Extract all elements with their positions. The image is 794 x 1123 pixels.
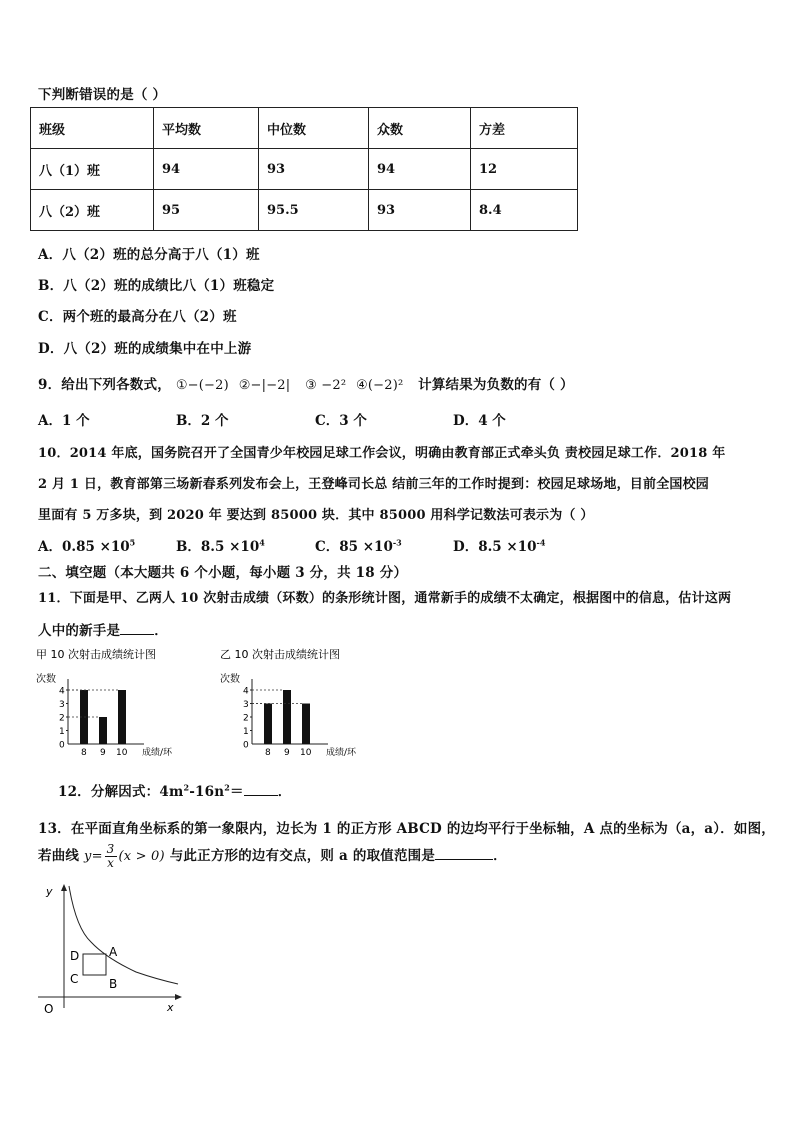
q13-line-2 <box>38 843 507 870</box>
q13-figure <box>36 880 186 1018</box>
power-base: 10 <box>110 539 130 555</box>
q10-line-2: 2 月 1 日，教育部第三场新春系列发布会上，王登峰司长总 结前三年的工作时提到：校园足球场地，目前全国校园 <box>38 477 709 492</box>
table-row <box>31 190 578 231</box>
point-d-label: D <box>70 949 80 963</box>
table-header-row <box>31 108 578 149</box>
q10-option-b-label: B．8.5 <box>176 539 225 555</box>
q10-line-3: 里面有 5 万多块，到 2020 年 要达到 85000 块．其中 85000 用科学记数法可表示为（ ） <box>38 508 594 523</box>
q11-line-1: 11．下面是甲、乙两人 10 次射击成绩（环数）的条形统计图，通常新手的成绩不太确定，根据图中的信息，估计这两 <box>38 591 732 606</box>
q8-option-c: C．两个班的最高分在八（2）班 <box>38 309 237 325</box>
q9-expr-2: ②−|−2| <box>238 378 291 393</box>
q11-line-2-end: ． <box>154 623 168 639</box>
power-exponent: -3 <box>392 537 402 548</box>
chart-category-label: 9 <box>100 748 106 758</box>
table-cell: 八（2）班 <box>31 190 154 231</box>
q12-eq: ＝ <box>230 784 244 800</box>
q13-line-2-post: 与此正方形的边有交点，则 a 的取值范围是 <box>169 848 436 864</box>
q13-frac-num: 3 <box>106 842 115 856</box>
table-cell: 93 <box>259 149 369 190</box>
q13-fraction <box>105 843 117 870</box>
power-base: 10 <box>374 539 393 555</box>
q12-pre: 12．分解因式：4m <box>58 784 184 800</box>
times-sign: × <box>229 539 241 555</box>
table-cell: 94 <box>369 149 471 190</box>
table-cell: 93 <box>369 190 471 231</box>
x-axis-arrow <box>175 994 182 1000</box>
q9-tail: 计算结果为负数的有（ ） <box>418 377 574 393</box>
chart-yi <box>220 647 385 762</box>
chart-tick-label: 0 <box>243 740 249 751</box>
q9-expr-3: ③ −2² <box>305 378 347 393</box>
q10-option-d-label: D．8.5 <box>453 539 502 555</box>
q12-sup-2: 2 <box>224 782 231 793</box>
answer-blank <box>435 847 493 860</box>
table-header-cell: 方差 <box>471 108 578 149</box>
chart-ylabel: 次数 <box>36 674 56 685</box>
q10-option-d <box>453 535 545 555</box>
q13-end: ． <box>493 848 507 864</box>
chart-tick-label: 1 <box>59 727 65 737</box>
table-row <box>31 149 578 190</box>
chart-title: 甲 10 次射击成绩统计图 <box>36 648 156 661</box>
q13-eq: = <box>91 849 103 864</box>
q8-option-d: D．八（2）班的成绩集中在中上游 <box>38 341 252 357</box>
q10-option-a-label: A．0.85 <box>38 539 95 555</box>
chart-bar <box>283 690 291 744</box>
q9-option-b: B．2 个 <box>176 413 229 429</box>
chart-category-label: 10 <box>116 748 128 758</box>
answer-blank <box>120 622 154 635</box>
times-sign: × <box>362 539 375 555</box>
y-axis-label: y <box>46 885 53 898</box>
point-c-label: C <box>70 972 79 986</box>
chart-category-label: 10 <box>300 748 312 758</box>
q8-prompt: 下判断错误的是（ ） <box>38 87 167 103</box>
q13-condition: (x > 0) <box>118 849 165 864</box>
point-a-label: A <box>109 945 118 959</box>
chart-tick-label: 0 <box>59 740 65 751</box>
q10-line-1: 10．2014 年底，国务院召开了全国青少年校园足球工作会议，明确由教育部正式牵头负 责校园足球工作．2018 年 <box>38 446 726 461</box>
q10-option-c-label: C．85 <box>315 539 359 555</box>
chart-category-label: 8 <box>81 748 87 758</box>
power-exponent: 5 <box>129 537 136 548</box>
chart-tick-label: 4 <box>243 686 249 697</box>
q11-line-2 <box>38 619 168 639</box>
q9-expr-4: ④(−2)² <box>356 378 404 393</box>
q9-stem <box>38 373 574 393</box>
chart-category-label: 9 <box>284 748 290 758</box>
chart-tick-label: 2 <box>59 713 65 724</box>
q12-mid: -16n <box>189 784 225 800</box>
chart-title: 乙 10 次射击成绩统计图 <box>220 648 340 661</box>
power-exponent: 4 <box>259 537 265 548</box>
q12-end: ． <box>277 784 292 800</box>
chart-xlabel: 成绩/环 <box>142 748 173 758</box>
x-axis-label: x <box>167 1001 174 1014</box>
times-sign: × <box>99 539 111 555</box>
origin-label: O <box>44 1002 54 1016</box>
chart-tick-label: 4 <box>59 686 65 697</box>
chart-category-label: 8 <box>265 748 271 758</box>
chart-tick-label: 3 <box>243 700 249 710</box>
chart-bar <box>99 717 107 744</box>
q10-option-b <box>176 535 265 555</box>
q13-line-2-pre: 若曲线 <box>38 848 80 864</box>
table-cell: 8.4 <box>471 190 578 231</box>
y-axis-arrow <box>61 884 67 891</box>
square-abcd <box>83 954 106 975</box>
table-cell: 95.5 <box>259 190 369 231</box>
chart-xlabel: 成绩/环 <box>326 748 357 758</box>
chart-tick-label: 1 <box>243 727 249 737</box>
table-header-cell: 班级 <box>31 108 154 149</box>
point-b-label: B <box>109 977 118 991</box>
q9-expr-1: ①−(−2) <box>175 378 229 393</box>
q8-option-b: B．八（2）班的成绩比八（1）班稳定 <box>38 278 275 294</box>
chart-ylabel: 次数 <box>220 674 240 685</box>
q13-line-1: 13．在平面直角坐标系的第一象限内，边长为 1 的正方形 ABCD 的边均平行于坐标轴，A 点的坐标为（a，a）．如图， <box>38 821 775 837</box>
q9-option-d: D．4 个 <box>453 413 506 429</box>
table-header-cell: 众数 <box>369 108 471 149</box>
section-title: 二、填空题（本大题共 6 个小题，每小题 3 分，共 18 分） <box>38 565 408 581</box>
table-cell: 12 <box>471 149 578 190</box>
power-base: 10 <box>517 539 537 555</box>
q11-line-2-text: 人中的新手是 <box>38 623 121 639</box>
chart-tick-label: 3 <box>59 700 65 710</box>
table-cell: 95 <box>154 190 259 231</box>
table-header-cell: 中位数 <box>259 108 369 149</box>
q9-lead: 9．给出下列各数式， <box>38 377 171 393</box>
q13-y-var: y <box>84 849 92 864</box>
chart-bar <box>302 704 310 745</box>
chart-jia <box>36 647 201 762</box>
q9-option-c: C．3 个 <box>315 413 367 429</box>
hyperbola-curve <box>69 886 178 984</box>
q8-option-a: A．八（2）班的总分高于八（1）班 <box>38 247 260 263</box>
table-cell: 八（1）班 <box>31 149 154 190</box>
q12 <box>58 780 291 800</box>
chart-tick-label: 2 <box>243 713 249 724</box>
table-cell: 94 <box>154 149 259 190</box>
power-exponent: -4 <box>536 537 546 548</box>
chart-bar <box>118 690 126 744</box>
q10-option-a <box>38 535 135 555</box>
q10-option-c <box>315 535 402 555</box>
power-base: 10 <box>240 539 260 555</box>
q13-frac-den: x <box>107 856 115 870</box>
answer-blank <box>244 783 278 796</box>
times-sign: × <box>506 539 518 555</box>
q9-option-a: A．1 个 <box>38 413 90 429</box>
chart-bar <box>264 704 272 745</box>
table-header-cell: 平均数 <box>154 108 259 149</box>
stats-table <box>30 107 578 231</box>
q12-sup-1: 2 <box>183 782 190 793</box>
